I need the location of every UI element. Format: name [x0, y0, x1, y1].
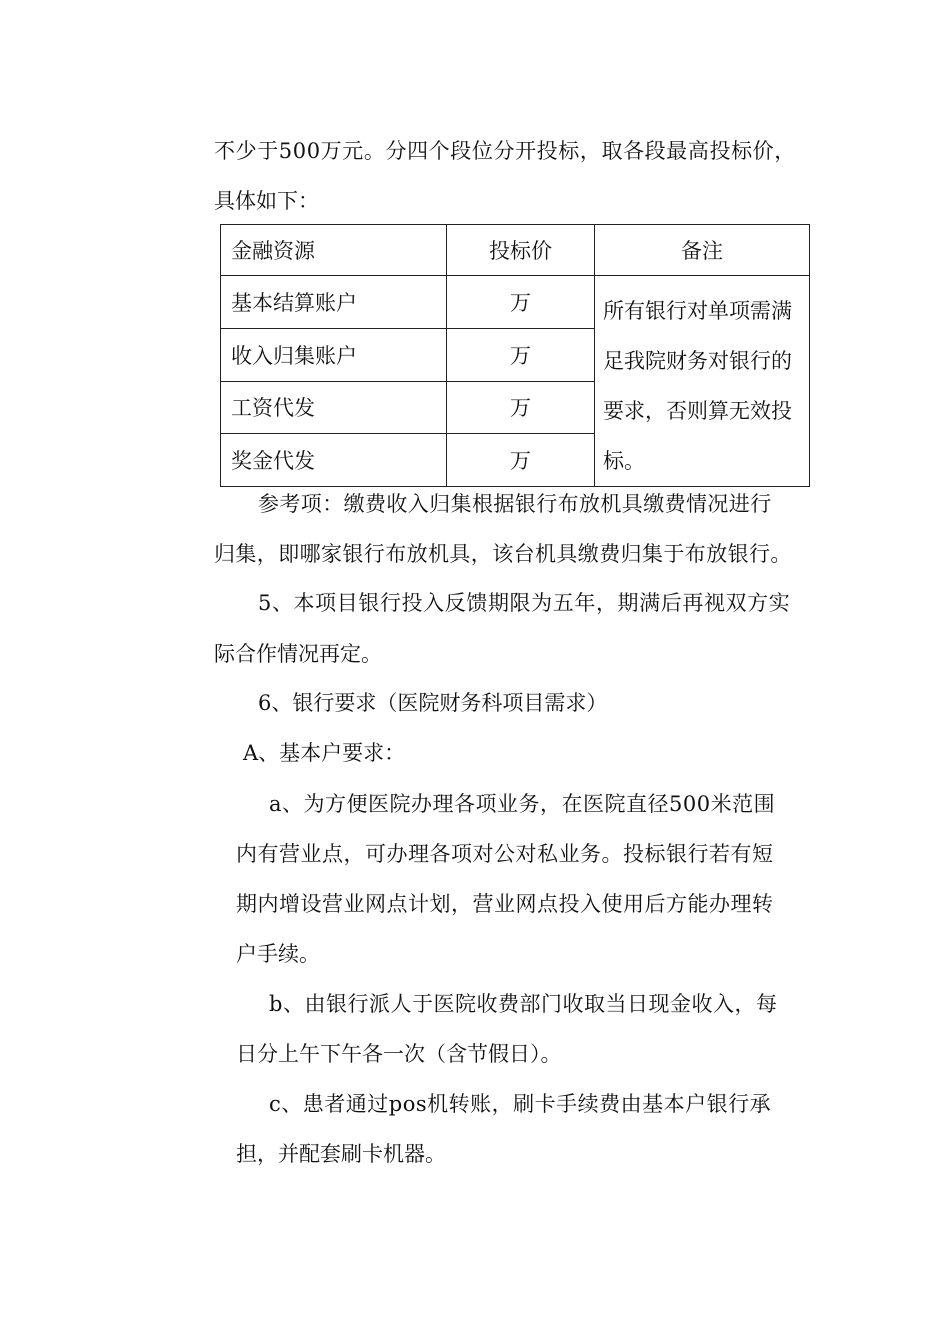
- price-cell: 万: [447, 328, 595, 381]
- resource-cell: 收入归集账户: [221, 328, 447, 381]
- header-financial-resource: 金融资源: [221, 225, 447, 276]
- intro-line-1: 不少于500万元。分四个段位分开投标，取各段最高投标价，: [214, 139, 796, 163]
- item5-line-1: 5、本项目银行投入反馈期限为五年，期满后再视双方实: [258, 591, 791, 615]
- reference-line-2: 归集，即哪家银行布放机具，该台机具缴费归集于布放银行。: [214, 542, 792, 566]
- resource-cell: 奖金代发: [221, 434, 447, 487]
- item-c-line-2: 担，并配套刷卡机器。: [236, 1142, 446, 1166]
- remarks-cell: 所有银行对单项需满足我院财务对银行的要求，否则算无效投标。: [595, 276, 810, 487]
- table-header-row: [221, 225, 810, 276]
- item-c-line-1: c、患者通过pos机转账，刷卡手续费由基本户银行承: [269, 1092, 772, 1116]
- resource-cell: 基本结算账户: [221, 276, 447, 329]
- header-bid-price: 投标价: [447, 225, 595, 276]
- item-a-line-4: 户手续。: [236, 942, 320, 966]
- table-row: [221, 276, 810, 329]
- item-a-line-1: a、为方便医院办理各项业务，在医院直径500米范围: [269, 792, 776, 816]
- price-cell: 万: [447, 434, 595, 487]
- item-a-line-3: 期内增设营业网点计划，营业网点投入使用后方能办理转: [236, 892, 774, 916]
- price-cell: 万: [447, 276, 595, 329]
- section-a-heading: A、基本户要求：: [243, 741, 406, 765]
- resource-cell: 工资代发: [221, 381, 447, 434]
- item5-line-2: 际合作情况再定。: [214, 642, 382, 666]
- item-b-line-1: b、由银行派人于医院收费部门收取当日现金收入，每: [269, 992, 778, 1016]
- item6-heading: 6、银行要求（医院财务科项目需求）: [258, 691, 608, 715]
- intro-line-2: 具体如下：: [214, 189, 319, 213]
- header-remarks: 备注: [595, 225, 810, 276]
- price-cell: 万: [447, 381, 595, 434]
- item-a-line-2: 内有营业点，可办理各项对公对私业务。投标银行若有短: [236, 842, 774, 866]
- bid-price-table: [220, 224, 810, 487]
- item-b-line-2: 日分上午下午各一次（含节假日）。: [236, 1042, 562, 1066]
- reference-line-1: 参考项：缴费收入归集根据银行布放机具缴费情况进行: [258, 492, 772, 516]
